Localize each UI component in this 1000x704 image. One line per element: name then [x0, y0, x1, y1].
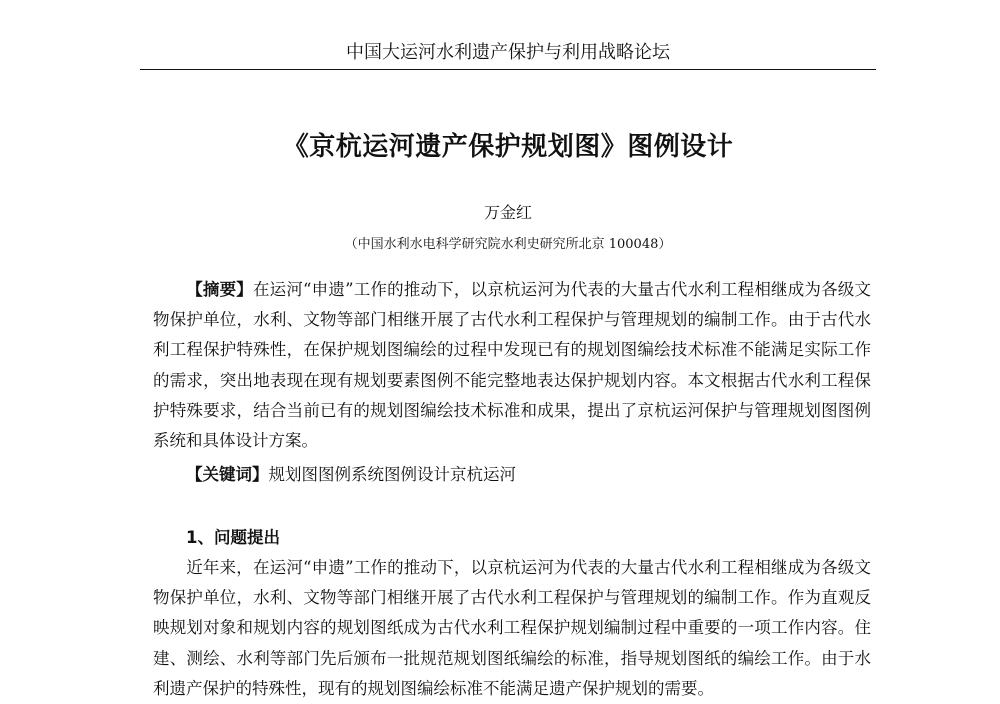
- keywords: [153, 460, 871, 490]
- section-body: [153, 553, 871, 704]
- keywords-label: 【关键词】: [186, 465, 269, 484]
- author-name: 万金红: [483, 203, 532, 222]
- keywords-text: 规划图图例系统图例设计京杭运河: [268, 465, 516, 484]
- running-header: 中国大运河水利遗产保护与利用战略论坛: [346, 42, 670, 63]
- header-rule: [140, 69, 876, 70]
- author-affiliation: （中国水利水电科学研究院水利史研究所北京 100048）: [344, 237, 672, 252]
- section-text: 近年来，在运河“申遗”工作的推动下，以京杭运河为代表的大量古代水利工程相继成为各级文物保护单位，水利、文物等部门相继开展了古代水利工程保护与管理规划的编制工作。作为直观反映规划对象和规划内容的规划图纸成为古代水利工程保护规划编制过程中重要的一项工作内容。住建、测绘、水利等部门先后颁布一批规范规划图纸编绘的标准，指导规划图纸的编绘工作。由于水利遗产保护的特殊性，现有的规划图编绘标准不能满足遗产保护规划的需要。: [153, 558, 871, 698]
- abstract: [153, 275, 871, 456]
- abstract-label: 【摘要】: [186, 280, 253, 299]
- section-heading: 1、问题提出: [186, 528, 280, 547]
- paper-title: 《京杭运河遗产保护规划图》图例设计: [282, 132, 734, 162]
- abstract-text: 在运河“申遗”工作的推动下，以京杭运河为代表的大量古代水利工程相继成为各级文物保护单位，水利、文物等部门相继开展了古代水利工程保护与管理规划的编制工作。由于古代水利工程保护特殊性，在保护规划图编绘的过程中发现已有的规划图编绘技术标准不能满足实际工作的需求，突出地表现在现有规划要素图例不能完整地表达保护规划内容。本文根据古代水利工程保护特殊要求，结合当前已有的规划图编绘技术标准和成果，提出了京杭运河保护与管理规划图图例系统和具体设计方案。: [153, 280, 871, 451]
